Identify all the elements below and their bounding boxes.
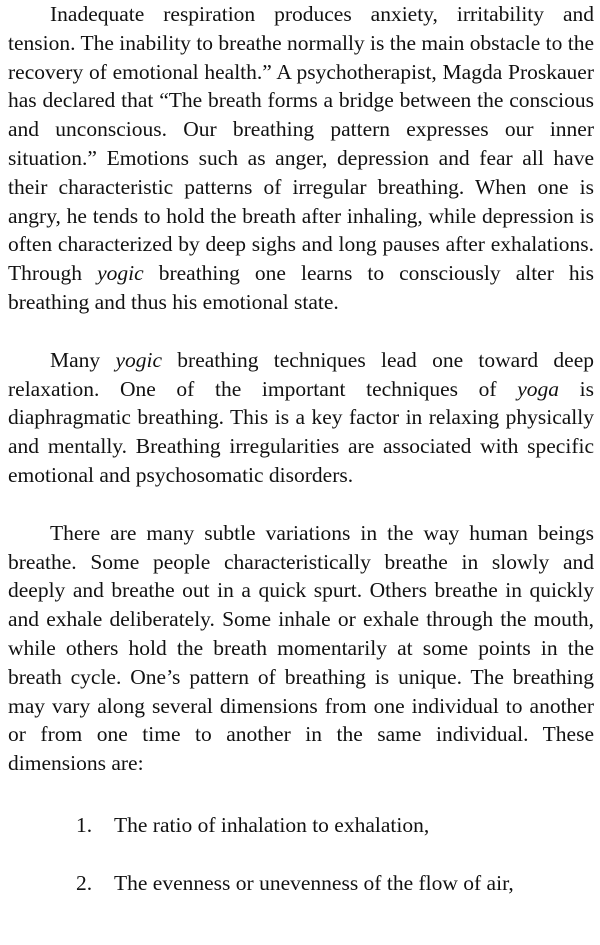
para2-seg4: is diaphragmatic breathing. This is a key factor in relaxing physically and mentally. Breathing irregularities are associated with specific emotional and psychosomatic disorders. — [8, 376, 595, 487]
list-item-number: 1. — [76, 812, 93, 837]
para2-seg1-italic: yogic — [115, 347, 163, 372]
para3-seg0: There are many subtle variations in the way human beings breathe. Some people characteristically breathe in slowly and deeply and breathe out in a quick spurt. Others breathe in quickly and exhale deliberately. Some inhale or exhale through the mouth, while others hold the breath momentarily at some points in the breath cycle. One’s pattern of breathing is unique. The breathing may vary along several dimensions from one individual to another or from one time to another in the same individual. These dimensions are: — [8, 520, 594, 776]
list-item — [76, 869, 594, 898]
para2-seg3-italic: yoga — [517, 376, 560, 401]
list-item — [76, 811, 594, 840]
paragraph-breathing-variations — [8, 519, 594, 778]
dimensions-list — [8, 811, 594, 898]
list-item-number: 2. — [76, 870, 93, 895]
document-page — [8, 0, 594, 945]
para1-seg0: Inadequate respiration produces anxiety, irritability and tension. The inability to breathe normally is the main obstacle to the recovery of emotional health.” A psychotherapist, Magda Proskauer has declared that “The breath forms a bridge between the conscious and unconscious. Our breathing pattern expresses our inner situation.” Emotions such as anger, depression and fear all have their characteristic patterns of irregular breathing. When one is angry, he tends to hold the breath after inhaling, while depression is often characterized by deep sighs and long pauses after exhalations. Through — [8, 2, 594, 286]
para1-seg1-italic: yogic — [97, 261, 144, 286]
list-item-text: The evenness or unevenness of the flow of air, — [114, 870, 514, 895]
para2-seg2: breathing techniques lead one toward deep relaxation. One of the important techniques of — [8, 347, 594, 401]
paragraph-respiration — [8, 0, 594, 317]
para2-seg0: Many — [50, 347, 116, 372]
list-item-text: The ratio of inhalation to exhalation, — [114, 812, 430, 837]
para1-seg2: breathing one learns to consciously alter his breathing and thus his emotional state. — [8, 261, 595, 314]
paragraph-yogic-techniques — [8, 346, 594, 490]
